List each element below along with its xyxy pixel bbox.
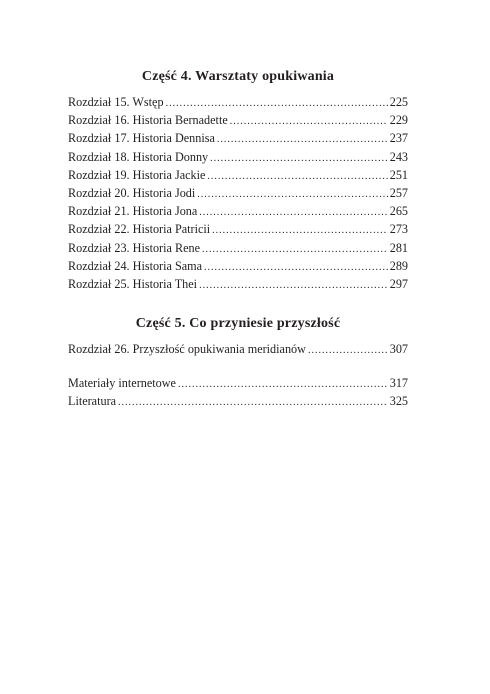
- dot-leader: [308, 342, 388, 358]
- toc-entry-chapter-22[interactable]: [68, 220, 408, 238]
- dot-leader: [212, 222, 388, 238]
- toc-entry-title: Rozdział 17. Historia Dennisa: [68, 131, 215, 146]
- dot-leader: [199, 204, 387, 220]
- toc-entry-title: Rozdział 21. Historia Jona: [68, 204, 198, 219]
- toc-entry-title: Rozdział 19. Historia Jackie: [68, 167, 206, 182]
- part-4-heading: Część 4. Warsztaty opukiwania: [141, 69, 335, 84]
- toc-entry-page: 317: [389, 376, 408, 390]
- toc-entry-title: Rozdział 22. Historia Patricii: [68, 222, 211, 237]
- toc-entry-title: Rozdział 26. Przyszłość opukiwania meridianów: [68, 342, 306, 356]
- toc-entry-title: Materiały internetowe: [68, 376, 176, 390]
- toc-entry-page: 297: [389, 276, 408, 291]
- dot-leader: [197, 186, 387, 202]
- dot-leader: [210, 150, 388, 166]
- part-4-toc-list: [68, 93, 408, 293]
- toc-entry-internet-materials[interactable]: [68, 374, 408, 392]
- toc-entry-chapter-25[interactable]: [68, 275, 408, 293]
- toc-entry-chapter-23[interactable]: [68, 239, 408, 257]
- toc-entry-page: 243: [389, 149, 408, 164]
- dot-leader: [166, 95, 388, 111]
- toc-entry-title: Rozdział 23. Historia Rene: [68, 240, 200, 255]
- toc-entry-literature[interactable]: [68, 392, 408, 410]
- dot-leader: [178, 376, 388, 392]
- dot-leader: [207, 168, 387, 184]
- toc-entry-chapter-26[interactable]: [68, 340, 408, 358]
- toc-entry-page: 325: [389, 394, 408, 409]
- toc-entry-title: Rozdział 15. Wstęp: [68, 95, 164, 109]
- toc-entry-chapter-15[interactable]: [68, 93, 408, 111]
- toc-entry-page: 225: [389, 95, 408, 109]
- dot-leader: [204, 259, 388, 275]
- dot-leader: [199, 277, 388, 293]
- toc-entry-title: Rozdział 20. Historia Jodi: [68, 185, 196, 200]
- toc-entry-page: 229: [389, 113, 408, 128]
- toc-entry-page: 265: [389, 204, 408, 219]
- toc-entry-chapter-17[interactable]: [68, 129, 408, 147]
- part-5-toc-list: [68, 340, 408, 358]
- toc-entry-title: Rozdział 18. Historia Donny: [68, 149, 209, 164]
- toc-entry-page: 289: [389, 258, 408, 273]
- toc-entry-title: Rozdział 25. Historia Thei: [68, 276, 198, 291]
- dot-leader: [230, 113, 388, 129]
- toc-entry-chapter-24[interactable]: [68, 257, 408, 275]
- toc-entry-page: 273: [389, 222, 408, 237]
- toc-entry-page: 281: [389, 240, 408, 255]
- toc-entry-title: Rozdział 24. Historia Sama: [68, 258, 203, 273]
- toc-entry-title: Literatura: [68, 394, 117, 409]
- dot-leader: [118, 394, 388, 410]
- toc-entry-page: 307: [389, 342, 408, 356]
- dot-leader: [217, 131, 388, 147]
- toc-entry-page: 257: [389, 185, 408, 200]
- toc-entry-chapter-21[interactable]: [68, 202, 408, 220]
- part-5-heading: Część 5. Co przyniesie przyszłość: [135, 316, 341, 331]
- toc-entry-title: Rozdział 16. Historia Bernadette: [68, 113, 228, 128]
- toc-entry-page: 251: [389, 167, 408, 182]
- toc-entry-chapter-20[interactable]: [68, 184, 408, 202]
- toc-entry-chapter-18[interactable]: [68, 148, 408, 166]
- back-matter-toc-list: [68, 374, 408, 410]
- toc-entry-page: 237: [389, 131, 408, 146]
- toc-entry-chapter-19[interactable]: [68, 166, 408, 184]
- dot-leader: [202, 241, 388, 257]
- toc-entry-chapter-16[interactable]: [68, 111, 408, 129]
